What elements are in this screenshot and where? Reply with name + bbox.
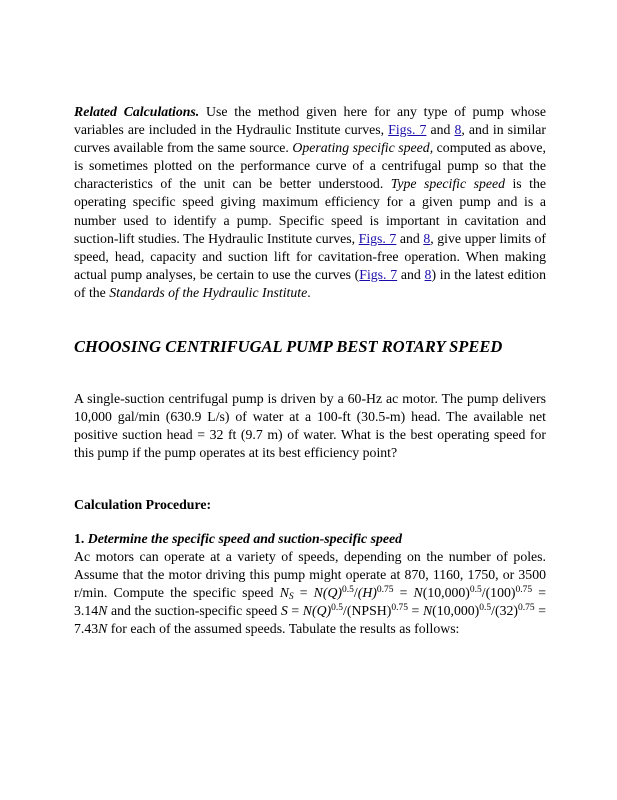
figs-7-link[interactable]: Figs. 7 — [358, 230, 397, 246]
fig-8-link[interactable]: 8 — [424, 266, 432, 282]
procedure-label: Calculation Procedure: — [74, 497, 212, 512]
figs-7-link[interactable]: Figs. 7 — [359, 266, 398, 282]
section-title: CHOOSING CENTRIFUGAL PUMP BEST ROTARY SPEED — [74, 337, 503, 356]
fig-8-link[interactable]: 8 — [423, 230, 431, 246]
fig-8-link[interactable]: 8 — [454, 122, 462, 138]
problem-paragraph: A single-suction centrifugal pump is driven by a 60-Hz ac motor. The pump delivers 10,000 gal/min (630.9 L/s) of water at a 100-ft (30.5-m) head. The available net positive suction head = 32 ft (9.7 m) of water. What is the best operating speed for this pump if the pump operates at its best efficiency point? — [74, 391, 546, 461]
step-1-paragraph: Ac motors can operate at a variety of speeds, depending on the number of poles. Assume that the motor driving this pump might operate at 870, 1160, 1750, or 3500 r/min. Compute the specific speed $N_S = N(Q)^{0.5}/(H)^{0.75} = N(10,000)^{0.5}/(100)^{0.75} = 3.14N$ and the suction-specific speed $S = N(Q)^{0.5}/(NPSH)^{0.75} = N(10,000)^{0.5}/(32)^{0.75} = 7.43N$ for each of the assumed speeds. Tabulate the results as follows: — [74, 549, 546, 637]
step-1-section — [74, 530, 546, 639]
procedure-heading — [74, 496, 546, 514]
step-1-number: 1. — [74, 531, 85, 546]
related-calculations-label: Related Calculations. — [74, 104, 200, 119]
problem-section — [74, 390, 546, 462]
related-calculations-section — [74, 103, 546, 302]
related-calculations-paragraph: Related Calculations. Use the method given here for any type of pump whose variables are included in the Hydraulic Institute curves, Figs. 7 and 8, and in similar curves available from the same source. Operating specific speed, computed as above, is sometimes plotted on the performance curve of a centrifugal pump so that the characteristics of the unit can be better understood. Type specific speed is the operating specific speed giving maximum efficiency for a given pump and is a number used to identify a pump. Specific speed is important in cavitation and suction-lift studies. The Hydraulic Institute curves, Figs. 7 and 8, give upper limits of speed, head, capacity and suction lift for cavitation-free operation. When making actual pump analyses, be certain to use the curves (Figs. 7 and 8) in the latest edition of the Standards of the Hydraulic Institute. — [74, 104, 546, 300]
figs-7-link[interactable]: Figs. 7 — [388, 122, 427, 138]
step-1-heading — [74, 530, 546, 548]
step-1-title: Determine the specific speed and suction-specific speed — [84, 531, 403, 546]
